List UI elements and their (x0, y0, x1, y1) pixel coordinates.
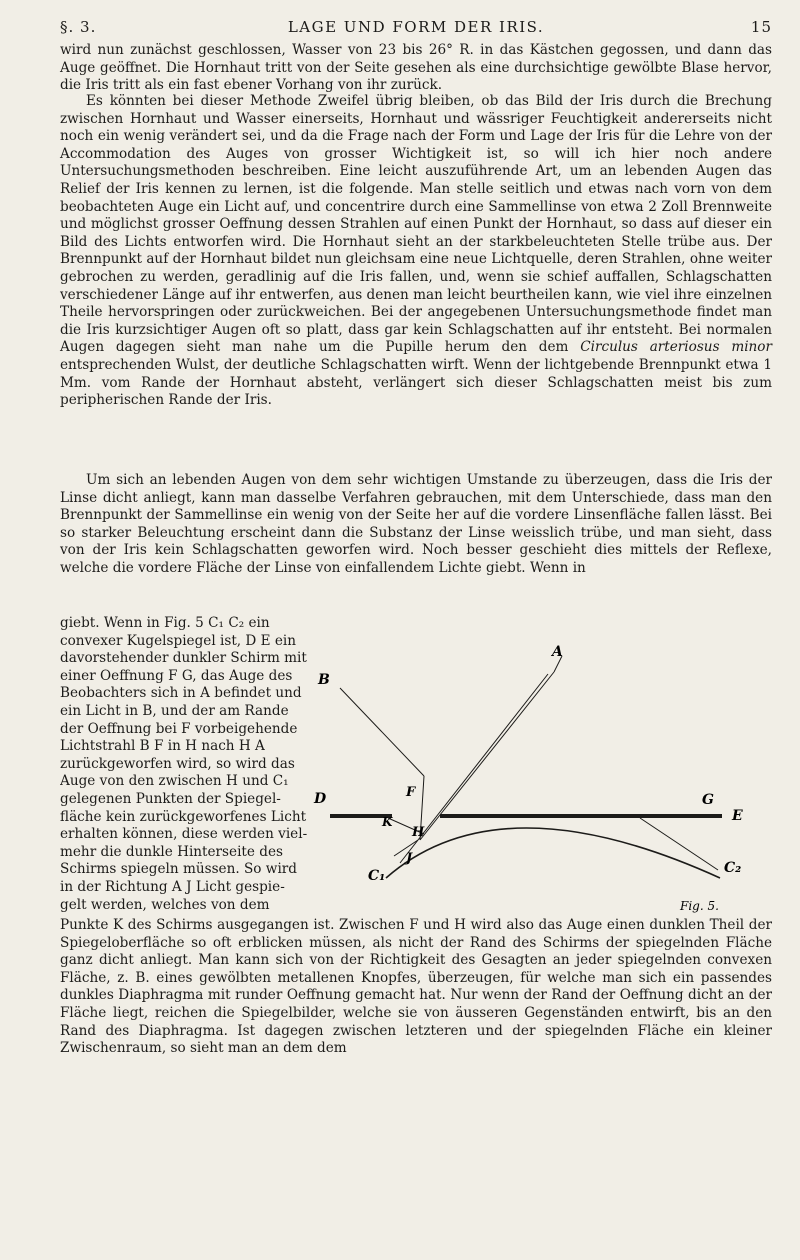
wrap-line: zurückgeworfen wird, so wird das (60, 755, 295, 772)
label-K: K (382, 815, 393, 829)
paragraph-3 (60, 472, 772, 578)
figure-5 (300, 608, 770, 920)
figure-wrap-text (60, 615, 308, 914)
paragraph-1 (60, 42, 772, 95)
paragraph-2-italic: Circulus arteriosus minor (580, 339, 772, 356)
wrap-line: gelt werden, welches von dem (60, 896, 270, 913)
paragraph-2-text: Es könnten bei dieser Methode Zweifel übrig bleiben, ob das Bild der Iris durch die Brechung zwischen Hornhaut und Wasser einerseits, Hornhaut und wässriger Feuchtigkeit andererseits nicht noch ein wenig verändert sei, und da die Frage nach der Form und Lage der Iris für die Lehre von der Accommodation des Auges von grosser Wichtigkeit ist, so will ich hier noch andere Untersuchungsmethoden beschreiben. Eine leicht auszuführende Art, um an lebenden Augen das Relief der Iris kennen zu lernen, ist die folgende. Man stelle seitlich und etwas nach vorn von dem beobachteten Auge ein Licht auf, und concentrire durch eine Sammellinse von etwa 2 Zoll Brennweite und möglichst grosser Oeffnung dessen Strahlen auf einen Punkt der Hornhaut, so dass auf dieser ein Bild des Lichts entworfen wird. Die Hornhaut sieht an der starkbeleuchteten Stelle trübe aus. Der Brennpunkt auf der Hornhaut bildet nun gleichsam eine neue Lichtquelle, deren Strahlen, ohne weiter gebrochen zu werden, geradlinig auf die Iris fallen, und, wenn sie schief auffallen, Schlagschatten verschiedener Länge auf ihr entwerfen, aus denen man leicht beurtheilen kann, wie viel ihre einzelnen Theile hervorspringen oder zurückweichen. Bei der angegebenen Untersuchungsmethode findet man die Iris kurzsichtiger Augen oft so platt, dass gar kein Schlagschatten auf ihr entsteht. Bei normalen Augen dagegen sieht man nahe um die Pupille herum den dem (60, 93, 772, 356)
mirror-arc (386, 828, 720, 878)
wrap-line: fläche kein zurückgeworfenes Licht (60, 808, 307, 825)
wrap-line: Beobachters sich in A befindet und (60, 685, 302, 702)
wrap-line: Auge von den zwischen H und C₁ (60, 773, 289, 790)
figure-caption: Fig. 5. (680, 899, 719, 913)
label-E: E (732, 808, 743, 824)
ray-B-F (340, 688, 424, 776)
wrap-line: gelegenen Punkten der Spiegel- (60, 790, 281, 807)
wrap-line: einer Oeffnung F G, das Auge des (60, 667, 293, 684)
paragraph-2-end: entsprechenden Wulst, der deutliche Schlagschatten wirft. Wenn der lichtgebende Brennpunkt etwa 1 Mm. vom Rande der Hornhaut absteht, verlängert sich dieser Schlagschatten meist bis zum peripherischen Rande der Iris. (60, 356, 772, 409)
label-D: D (314, 791, 327, 807)
wrap-line: Schirms spiegeln müssen. So wird (60, 861, 297, 878)
ray-G (640, 818, 718, 870)
wrap-line: erhalten können, diese werden viel- (60, 826, 308, 843)
wrap-line: ein Licht in B, und der am Rande (60, 702, 289, 719)
paragraph-4 (60, 917, 772, 1058)
running-title: LAGE UND FORM DER IRIS. (287, 18, 545, 36)
label-A: A (552, 644, 563, 660)
label-J: J (406, 851, 413, 866)
wrap-line: der Oeffnung bei F vorbeigehende (60, 720, 298, 737)
paragraph-2 (60, 93, 772, 410)
paragraph-1-text: wird nun zunächst geschlossen, Wasser von 23 bis 26° R. in das Kästchen gegossen, und dann das Auge geöffnet. Die Hornhaut tritt von der Seite gesehen als eine durchsichtige gewölbte Blase hervor, die Iris tritt als ein fast ebener Vorhang von ihr zurück. (60, 42, 772, 94)
wrap-line: in der Richtung A J Licht gespie- (60, 878, 285, 895)
section-number: §. 3. (60, 18, 97, 36)
running-header (60, 18, 772, 42)
paragraph-3-text: Um sich an lebenden Augen von dem sehr wichtigen Umstande zu überzeugen, dass die Iris der Linse dicht anliegt, kann man dasselbe Verfahren gebrauchen, mit dem Unterschiede, dass man den Brennpunkt der Sammellinse ein wenig von der Seite her auf die vordere Linsenfläche fallen lässt. Bei so starker Beleuchtung erscheint dann die Substanz der Linse weisslich trübe, und man sieht, dass von der Iris kein Schlagschatten geworfen wird. Noch besser geschieht dies mittels der Reflexe, welche die vordere Fläche der Linse von einfallendem Lichte giebt. Wenn in (60, 472, 772, 576)
label-C1: C₁ (368, 868, 386, 884)
paragraph-4-text: Punkte K des Schirms ausgegangen ist. Zwischen F und H wird also das Auge einen dunklen Theil der Spiegeloberfläche so oft erblicken müssen, als nicht der Rand des Schirms der spiegelnden Fläche ganz dicht anliegt. Man kann sich von der Richtigkeit des Gesagten an jeder spiegelnden convexen Fläche, z. B. eines gewölbten metallenen Knopfes, überzeugen, für welche man sich ein passendes dunkles Diaphragma mit runder Oeffnung gemacht hat. Nur wenn der Rand der Oeffnung dicht an der Fläche liegt, reichen die Spiegelbilder, welche sie von äusseren Gegenständen entwirft, bis an den Rand des Diaphragma. Ist dagegen zwischen letzteren und der spiegelnden Fläche ein kleiner Zwischenraum, so sieht man an dem dem (60, 917, 772, 1057)
wrap-line: convexer Kugelspiegel ist, D E ein (60, 632, 297, 649)
label-H: H (412, 825, 425, 840)
label-C2: C₂ (724, 860, 742, 876)
wrap-line: davorstehender dunkler Schirm mit (60, 650, 307, 667)
label-G: G (702, 792, 714, 808)
label-B: B (318, 672, 330, 688)
wrap-line: giebt. Wenn in Fig. 5 C₁ C₂ ein (60, 615, 270, 631)
wrap-line: Lichtstrahl B F in H nach H A (60, 738, 265, 755)
label-F: F (406, 785, 416, 800)
page-number: 15 (750, 18, 772, 36)
wrap-line: mehr die dunkle Hinterseite des (60, 843, 283, 860)
